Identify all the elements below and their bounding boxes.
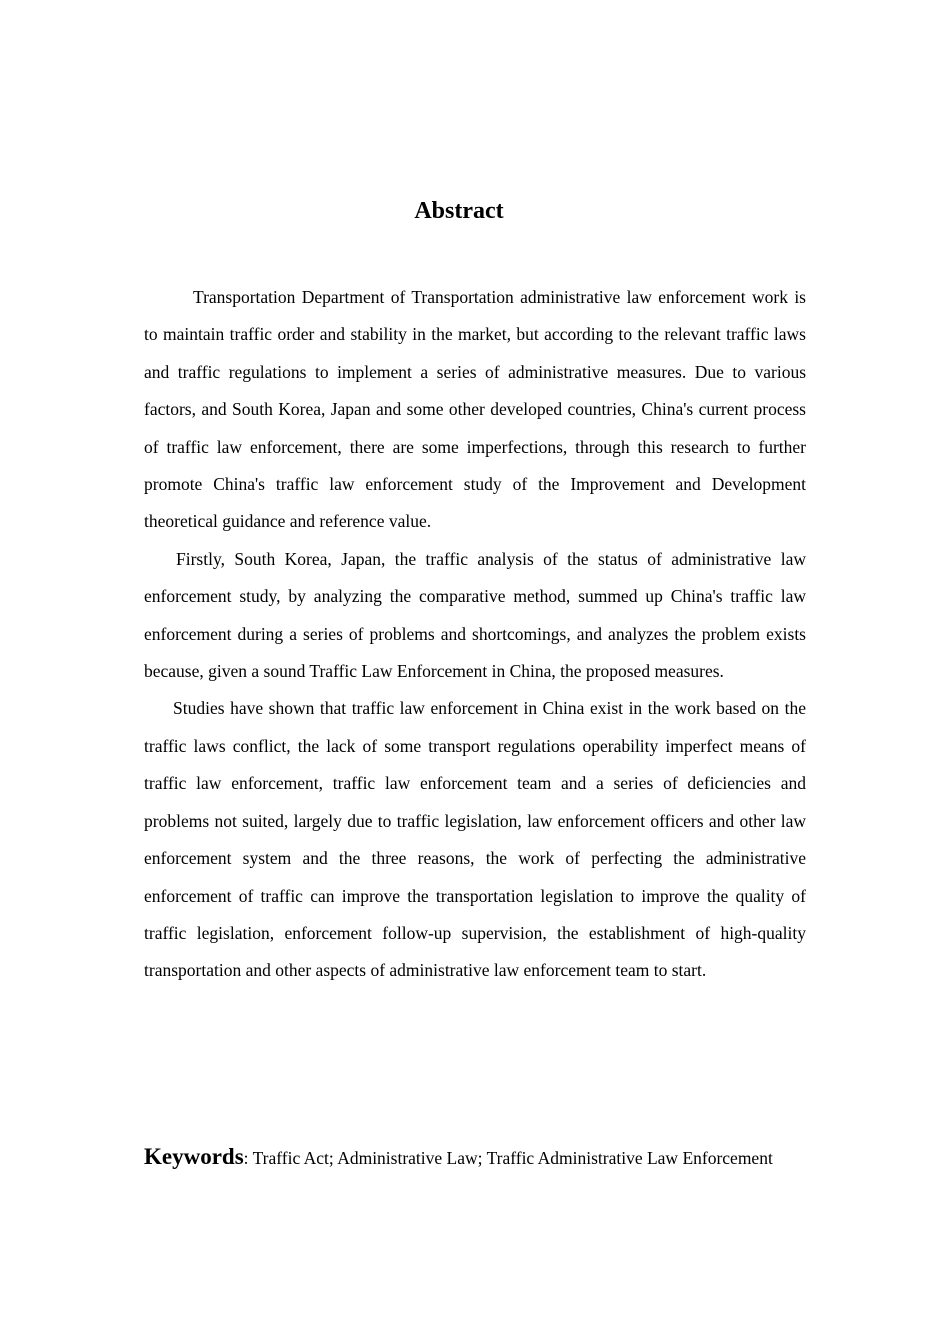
abstract-paragraph-1: Transportation Department of Transportation administrative law enforcement work is to maintain traffic order and stability in the market, but according to the relevant traffic laws and traffic regulations to implement a series of administrative measures. Due to various factors, and South Korea, Japan and some other developed countries, China's current process of traffic law enforcement, there are some imperfections, through this research to further promote China's traffic law enforcement study of the Improvement and Development theoretical guidance and reference value. [144,287,806,532]
keywords-line [144,1139,806,1176]
abstract-title: Abstract [414,198,504,224]
abstract-body [144,279,806,990]
keywords-text: Traffic Act; Administrative Law; Traffic Administrative Law Enforcement [248,1148,773,1168]
keywords-separator: : [243,1148,249,1168]
keywords-label: Keywords [144,1144,244,1169]
abstract-paragraph-2: Firstly, South Korea, Japan, the traffic analysis of the status of administrative law enforcement study, by analyzing the comparative method, summed up China's traffic law enforcement during a series of problems and shortcomings, and analyzes the problem exists because, given a sound Traffic Law Enforcement in China, the proposed measures. [144,548,806,682]
abstract-paragraph-3: Studies have shown that traffic law enforcement in China exist in the work based on the traffic laws conflict, the lack of some transport regulations operability imperfect means of traffic law enforcement, traffic law enforcement team and a series of deficiencies and problems not suited, largely due to traffic legislation, law enforcement officers and other law enforcement system and the three reasons, the work of perfecting the administrative enforcement of traffic can improve the transportation legislation to improve the quality of traffic legislation, enforcement follow-up supervision, the establishment of high-quality transportation and other aspects of administrative law enforcement team to start. [144,698,806,981]
